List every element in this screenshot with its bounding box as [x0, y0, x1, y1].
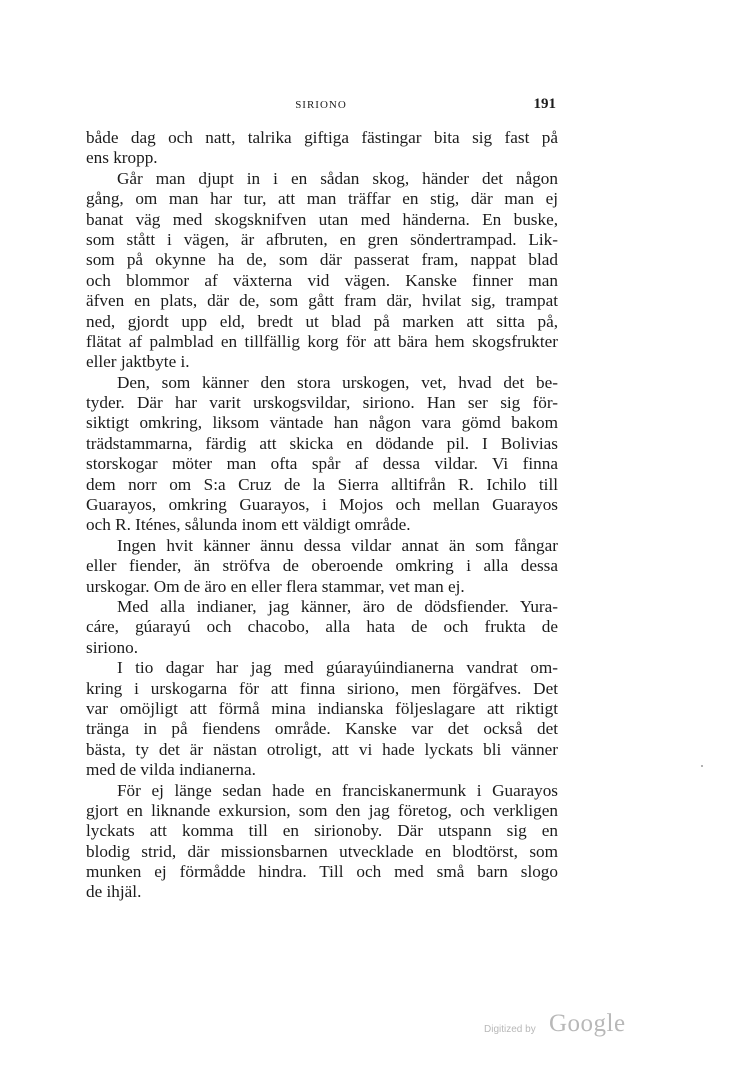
- text-line: eller fiender, än ströfva de oberoende omkring i alla dessa: [86, 556, 558, 576]
- text-line: bästa, ty det är nästan otroligt, att vi hade lyckats bli vänner: [86, 739, 558, 759]
- text-line: siktigt omkring, liksom väntade han någon vara gömd bakom: [86, 413, 558, 433]
- text-line: storskogar möter man ofta spår af dessa vildar. Vi finna: [86, 454, 558, 474]
- running-title: SIRIONO: [295, 99, 347, 111]
- text-line: gjort en liknande exkursion, som den jag företog, och verkligen: [86, 800, 558, 820]
- text-line: Ingen hvit känner ännu dessa vildar annat än som fångar: [117, 535, 558, 555]
- text-line: både dag och natt, talrika giftiga fästingar bita sig fast på: [86, 128, 558, 147]
- running-header: [86, 96, 556, 116]
- text-line: gång, om man har tur, att man träffar en stig, där man ej: [86, 189, 558, 209]
- text-line: tränga in på fiendens område. Kanske var det också det: [86, 719, 558, 739]
- body-text: [86, 128, 558, 903]
- page-number: 191: [533, 96, 556, 112]
- text-line: ned, gjordt upp eld, bredt ut blad på marken att sitta på,: [86, 311, 558, 331]
- text-line: För ej länge sedan hade en franciskanermunk i Guarayos: [117, 780, 558, 800]
- text-line: tyder. Där har varit urskogsvildar, siriono. Han ser sig för-: [86, 393, 558, 413]
- text-line: som på okynne ha de, som där passerat fram, nappat blad: [86, 250, 558, 270]
- text-line: med de vilda indianerna.: [86, 760, 256, 780]
- text-line: lyckats att komma till en sirionoby. Där utspann sig en: [86, 821, 558, 841]
- watermark-prefix: Digitized by: [484, 1024, 536, 1035]
- text-line: urskogar. Om de äro en eller flera stammar, vet man ej.: [86, 576, 465, 596]
- text-line: var omöjligt att förmå mina indianska följeslagare att riktigt: [86, 698, 558, 718]
- text-line: äfven en plats, där de, som gått fram där, hvilat sig, trampat: [86, 291, 558, 311]
- google-logo: Google: [549, 1010, 626, 1037]
- text-line: eller jaktbyte i.: [86, 352, 190, 372]
- text-line: dem norr om S:a Cruz de la Sierra alltifrån R. Ichilo till: [86, 474, 558, 494]
- text-line: banat väg med skogsknifven utan med händerna. En buske,: [86, 209, 558, 229]
- text-line: och R. Iténes, sålunda inom ett väldigt område.: [86, 515, 411, 535]
- text-line: I tio dagar har jag med gúarayúindianerna vandrat om-: [117, 658, 558, 678]
- text-line: kring i urskogarna för att finna siriono, men förgäfves. Det: [86, 678, 558, 698]
- text-line: blodig strid, där missionsbarnen utvecklade en blodtörst, som: [86, 841, 558, 861]
- digitized-watermark: [484, 1010, 640, 1040]
- text-line: trädstammarna, färdig att skicka en dödande pil. I Bolivias: [86, 433, 558, 453]
- text-line: siriono.: [86, 637, 139, 657]
- text-line: Den, som känner den stora urskogen, vet, hvad det be-: [117, 372, 558, 392]
- text-line: ens kropp.: [86, 148, 158, 168]
- text-line: cáre, gúarayú och chacobo, alla hata de och frukta de: [86, 617, 558, 637]
- text-line: Med alla indianer, jag känner, äro de dödsfiender. Yura-: [117, 596, 558, 616]
- text-line: och blommor af växterna vid vägen. Kanske finner man: [86, 270, 558, 290]
- text-line: flätat af palmblad en tillfällig korg för att bära hem skogsfrukter: [86, 331, 558, 351]
- paper-speck: [701, 765, 703, 767]
- text-line: Går man djupt in i en sådan skog, händer det någon: [117, 168, 558, 188]
- text-line: de ihjäl.: [86, 882, 142, 902]
- text-line: som stått i vägen, är afbruten, en gren söndertrampad. Lik-: [86, 229, 558, 249]
- text-line: munken ej förmådde hindra. Till och med små barn slogo: [86, 862, 558, 882]
- text-line: Guarayos, omkring Guarayos, i Mojos och mellan Guarayos: [86, 495, 558, 515]
